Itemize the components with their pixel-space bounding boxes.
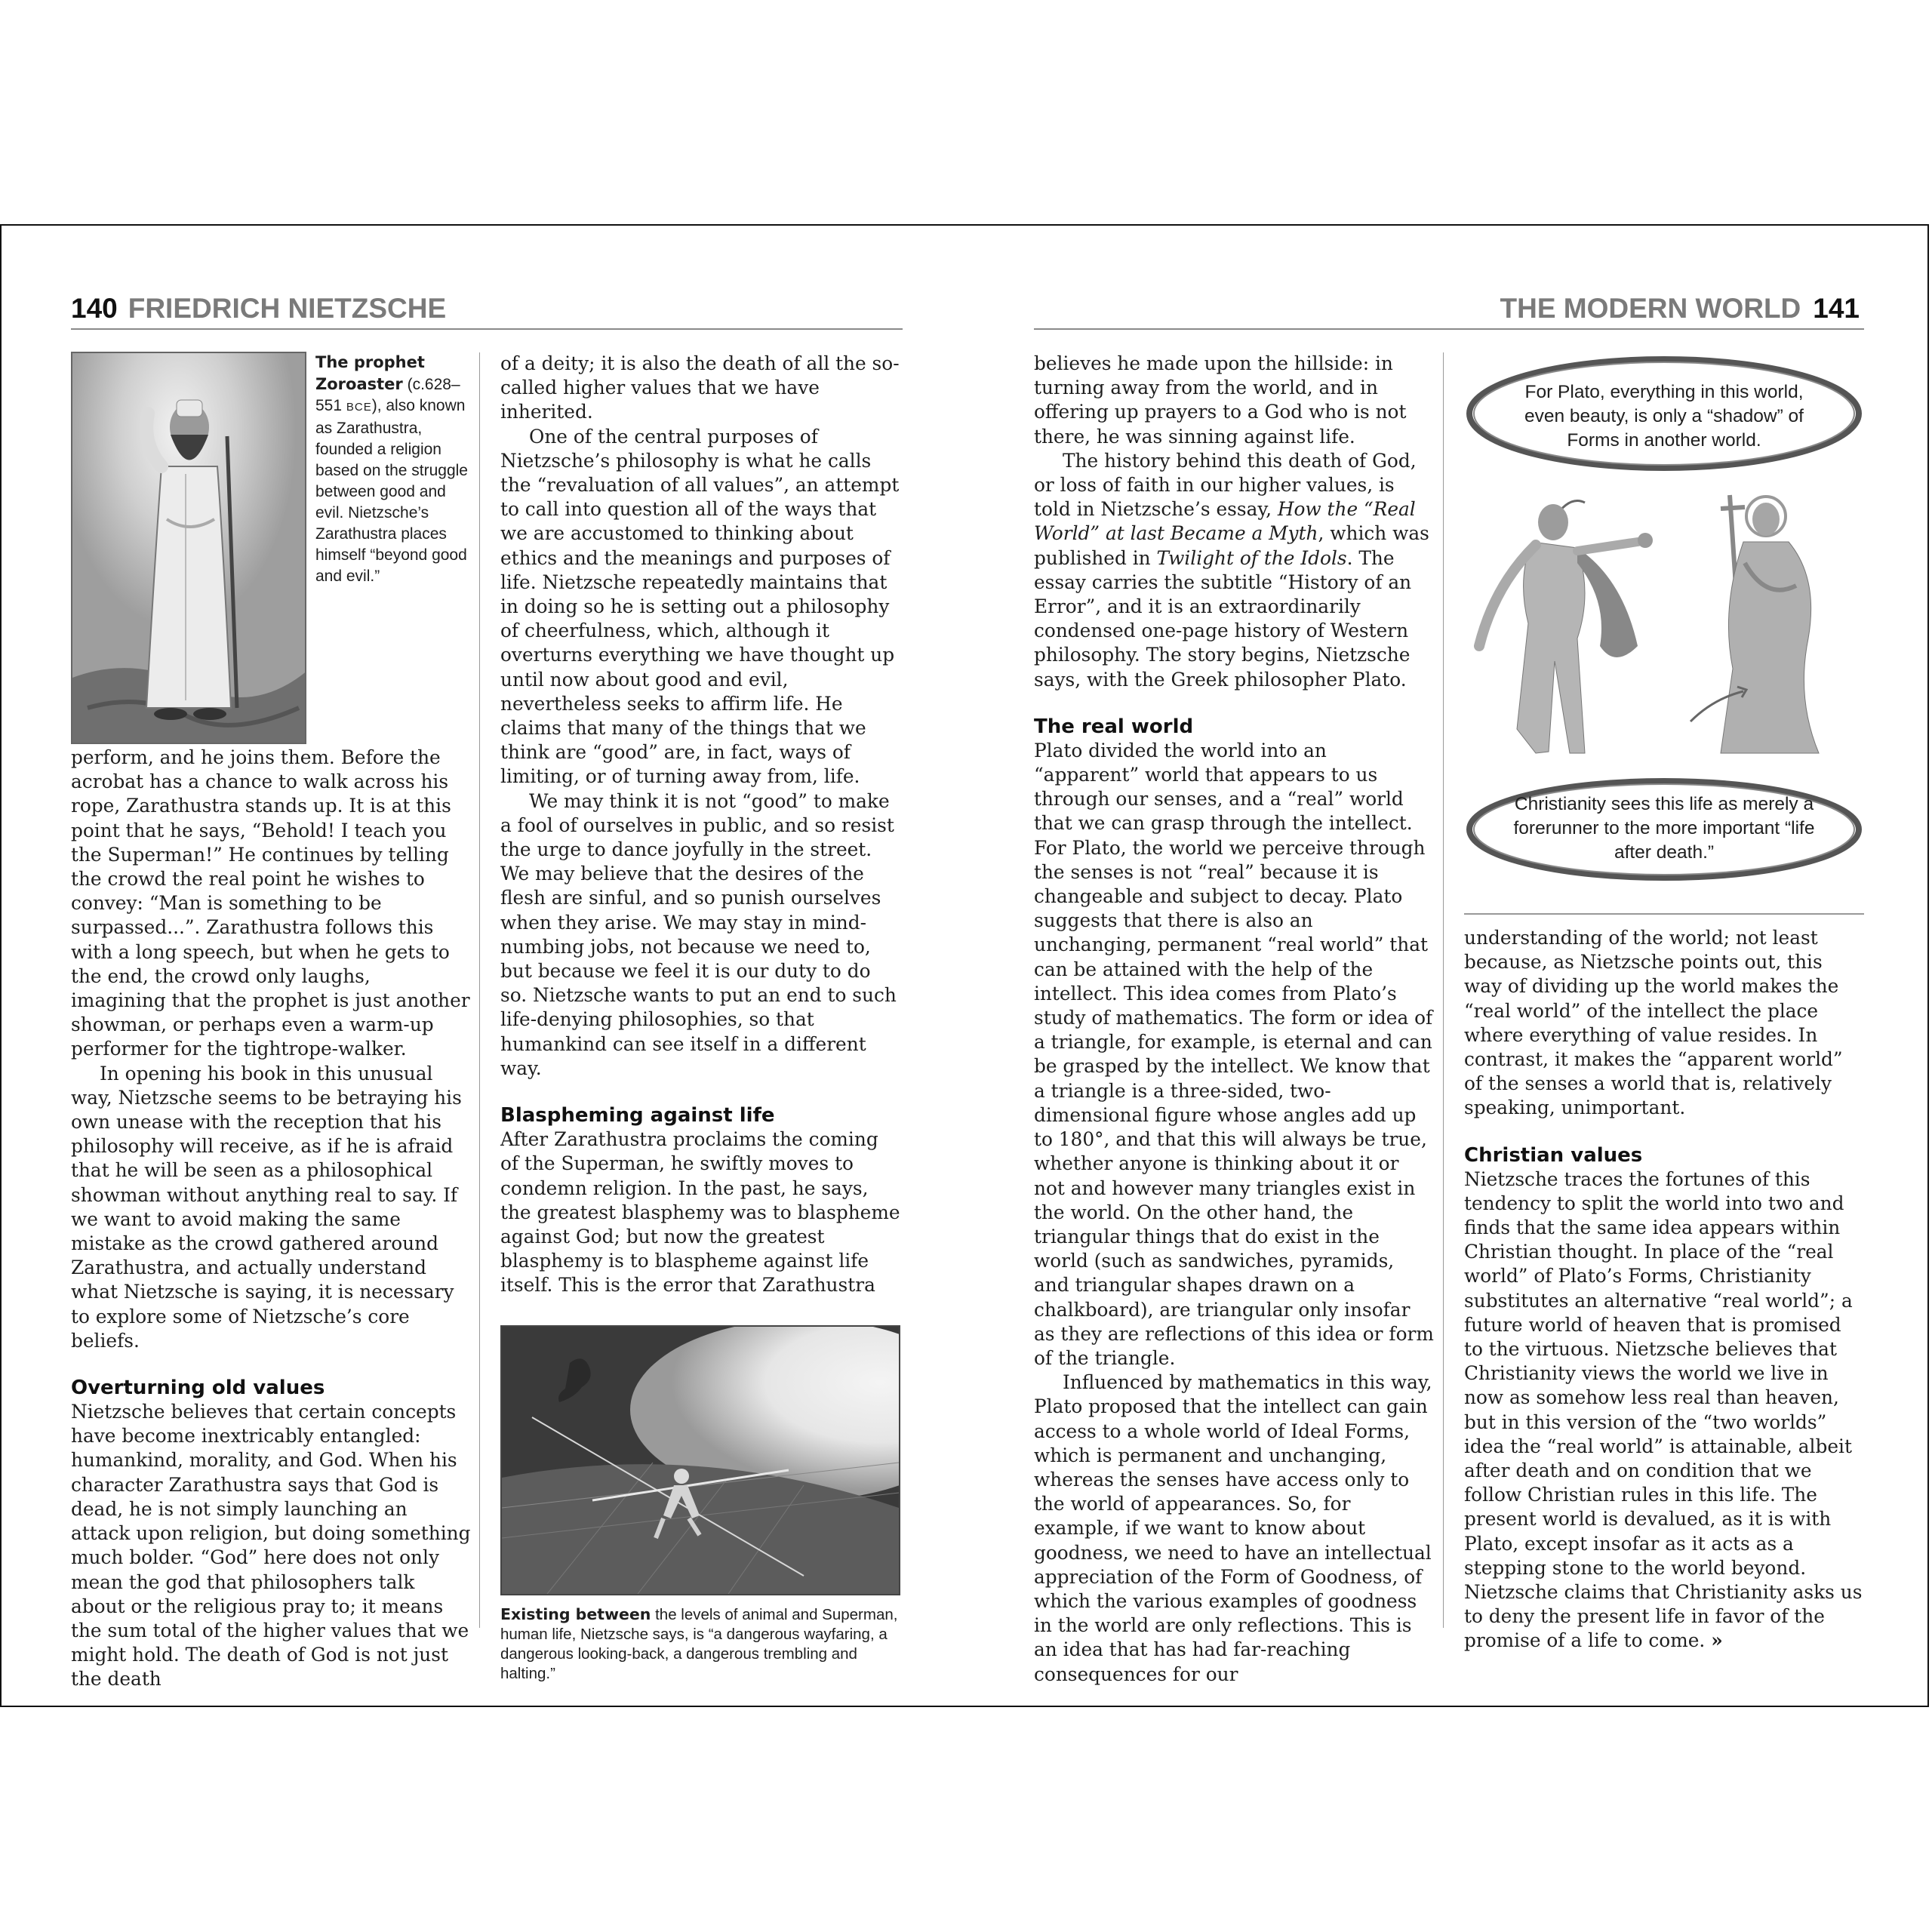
tightrope-caption-bold: Existing between: [500, 1604, 651, 1623]
right-running-head: [1500, 292, 1860, 325]
paragraph: believes he made upon the hillside: in turning away from the world, and in offering up prayers to a God who is not there, he was sinning against life.: [1034, 352, 1407, 448]
zoroaster-caption: [315, 352, 474, 587]
illustration-rule: [1464, 913, 1864, 915]
tightrope-photo: [502, 1327, 899, 1594]
paragraph: perform, and he joins them. Before the acrobat has a chance to walk across his rope, Zarathustra stands up. It is at this point that he says, “Behold! I teach you the Superman!” He continues by telling the crowd the real point he wishes to convey: “Man is something to be surpassed...”. Zarathustra follows this with a long speech, but when he gets to the end, the crowd only laughs, imagining that the prophet is just another showman, or perhaps even a warm-up performer for the tightrope-walker.: [71, 746, 470, 1060]
bubble-text: For Plato, everything in this world, even beauty, is only a “shadow” of Forms in another world.: [1524, 382, 1804, 451]
paragraph: One of the central purposes of Nietzsche’s philosophy is what he calls the “revaluation of all values”, an attempt to call into question all of the ways that we are accustomed to thinking about ethics and the meanings and purposes of life. Nietzsche repeatedly maintains that in doing so he is setting out a philosophy of cheerfulness, which, although it overturns everything we have thought up until now about good and evil, nevertheless seeks to affirm life. He claims that many of the things that we think are “good” are, in fact, ways of limiting, or of turning away from, life.: [500, 425, 900, 788]
text-run: The history behind this death of God, or loss of faith in our higher values, is told in Nietzsche’s essay,: [1034, 449, 1417, 521]
paragraph: Nietzsche believes that certain concepts have become inextricably entangled: humankind, morality, and God. When his character Zarathustra says that God is dead, he is not simply launching an attack upon religion, but doing something much bolder. “God” here does not only mean the god that philosophers talk about or the religious pray to; it means the sum total of the higher values that we might hold. The death of God is not just the death: [71, 1401, 471, 1690]
right-running-title: THE MODERN WORLD: [1500, 293, 1801, 324]
paragraph: understanding of the world; not least because, as Nietzsche points out, this way of dividing up the world makes the “real world” of the intellect the place where everything of value resides. In contrast, it makes the “apparent world” of the senses a world that is, relatively speaking, unimportant.: [1464, 927, 1843, 1119]
paragraph: After Zarathustra proclaims the coming of the Superman, he swiftly moves to condemn religion. In the past, he says, the greatest blasphemy was to blaspheme against God; but now the greatest blasphemy is to blaspheme against life itself. This is the error that Zarathustra: [500, 1128, 900, 1297]
zoroaster-caption-bold: The prophet Zoroaster: [315, 353, 425, 393]
tightrope-caption: [500, 1604, 900, 1684]
column-4: [1464, 352, 1864, 1654]
statues-illustration: [1464, 472, 1864, 774]
column-2: [500, 352, 900, 1684]
speech-bubble-plato: [1464, 352, 1864, 477]
speech-bubble-christianity: [1464, 774, 1864, 884]
left-running-title: FRIEDRICH NIETZSCHE: [128, 293, 447, 324]
zoroaster-caption-pre: (c.628–551: [315, 376, 460, 414]
section-heading: Christian values: [1464, 1143, 1643, 1167]
section-heading: The real world: [1034, 715, 1194, 738]
column-1: [71, 352, 471, 1692]
section-heading: Blaspheming against life: [500, 1104, 775, 1128]
right-page-number: 141: [1813, 293, 1860, 324]
zoroaster-illustration: [72, 353, 306, 744]
continue-mark: »: [1711, 1629, 1723, 1652]
plato-christianity-illustration: [1464, 352, 1864, 914]
zoroaster-figure: [71, 352, 471, 746]
left-header-rule: [71, 328, 903, 330]
paragraph: of a deity; it is also the death of all the so-called higher values that we have inherited.: [500, 352, 900, 423]
text-run: , which was published in: [1034, 522, 1429, 569]
left-page-number: 140: [71, 293, 118, 324]
book-title: Twilight of the Idols: [1156, 546, 1347, 569]
zoroaster-image: [71, 352, 306, 744]
bubble-text: Christianity sees this life as merely a forerunner to the more important “life after death.”: [1513, 794, 1815, 863]
paragraph: [1034, 449, 1434, 692]
text-run: Nietzsche traces the fortunes of this tendency to split the world into two and finds that the same idea appears within Christian thought. In place of the “real world” of Plato’s Forms, Christianity substitutes an alternative “real world”; a future world of heaven that is promised to the virtuous. Nietzsche believes that Christianity views the world we live in now as somehow less real than heaven, but in this version of the “two worlds” idea the “real world” is attainable, albeit after death and on condition that we follow Christian rules in this life. The present world is devalued, as it is with Plato, except insofar as it acts as a stepping stone to the world beyond. Nietzsche claims that Christianity asks us to deny the present life in favor of the promise of a life to come.: [1464, 1168, 1863, 1652]
column-rule: [479, 352, 480, 1628]
section-heading: Overturning old values: [71, 1377, 325, 1400]
tightrope-figure: [500, 1325, 900, 1595]
left-running-head: [71, 292, 446, 325]
column-3: [1034, 352, 1434, 1687]
book-spread: [0, 224, 1929, 1707]
paragraph: In opening his book in this unusual way, Nietzsche seems to be betraying his own unease with the reception that his philosophy will receive, as if he is afraid that he will be seen as a philosophical showman without anything real to say. If we want to avoid making the same mistake as the crowd gathered around Zarathustra, and actually understand what Nietzsche is saying, it is necessary to explore some of Nietzsche’s core beliefs.: [71, 1062, 462, 1352]
tightrope-caption-text: the levels of animal and Superman, human life, Nietzsche says, is “a dangerous wayfaring, a dangerous looking-back, a dangerous trembling and halting.”: [500, 1605, 898, 1682]
zoroaster-caption-era: BCE: [346, 401, 372, 414]
text-run: . The essay carries the subtitle “History of an Error”, and it is an extraordinarily condensed one-page history of Western philosophy. The story begins, Nietzsche says, with the Greek philosopher Plato.: [1034, 546, 1412, 691]
zoroaster-caption-post: ), also known as Zarathustra, founded a religion based on the struggle between good and evil. Nietzsche’s Zarathustra places himself “beyond good and evil.”: [315, 397, 468, 585]
paragraph: We may think it is not “good” to make a fool of ourselves in public, and so resist the urge to dance joyfully in the street. We may believe that the desires of the flesh are sinful, and so punish ourselves when they arise. We may stay in mind-numbing jobs, not because we need to, but because we feel it is our duty to do so. Nietzsche wants to put an end to such life-denying philosophies, so that humankind can see itself in a different way.: [500, 789, 897, 1079]
paragraph: Plato divided the world into an “apparent” world that appears to us through our senses, and a “real” world that we can grasp through the intellect. For Plato, the world we perceive through the senses is not “real” because it is changeable and subject to decay. Plato suggests that there is also an unchanging, permanent “real world” that can be attained with the help of the intellect. This idea comes from Plato’s study of mathematics. The form or idea of a triangle, for example, is eternal and can be grasped by the intellect. We know that a triangle is a three-sided, two-dimensional figure whose angles add up to 180°, and that this will always be true, whether anyone is thinking about it or not and however many triangles exist in the world. On the other hand, the triangular things that do exist in the world (such as sandwiches, pyramids, and triangular shapes drawn on a chalkboard), are triangular only insofar as they are reflections of this idea or form of the triangle.: [1034, 739, 1434, 1369]
paragraph: [1464, 1168, 1864, 1654]
paragraph: Influenced by mathematics in this way, Plato proposed that the intellect can gain access to a whole world of Ideal Forms, which is permanent and unchanging, whereas the senses have access only to the world of appearances. So, for example, if we want to know about goodness, we need to have an intellectual appreciation of the Form of Goodness, of which the various examples of goodness in the world are only reflections. This is an idea that has had far-reaching consequences for our: [1034, 1371, 1432, 1685]
right-header-rule: [1034, 328, 1864, 330]
column-rule: [1443, 352, 1444, 1628]
essay-title: How the “Real World” at last Became a Myth: [1034, 498, 1416, 545]
